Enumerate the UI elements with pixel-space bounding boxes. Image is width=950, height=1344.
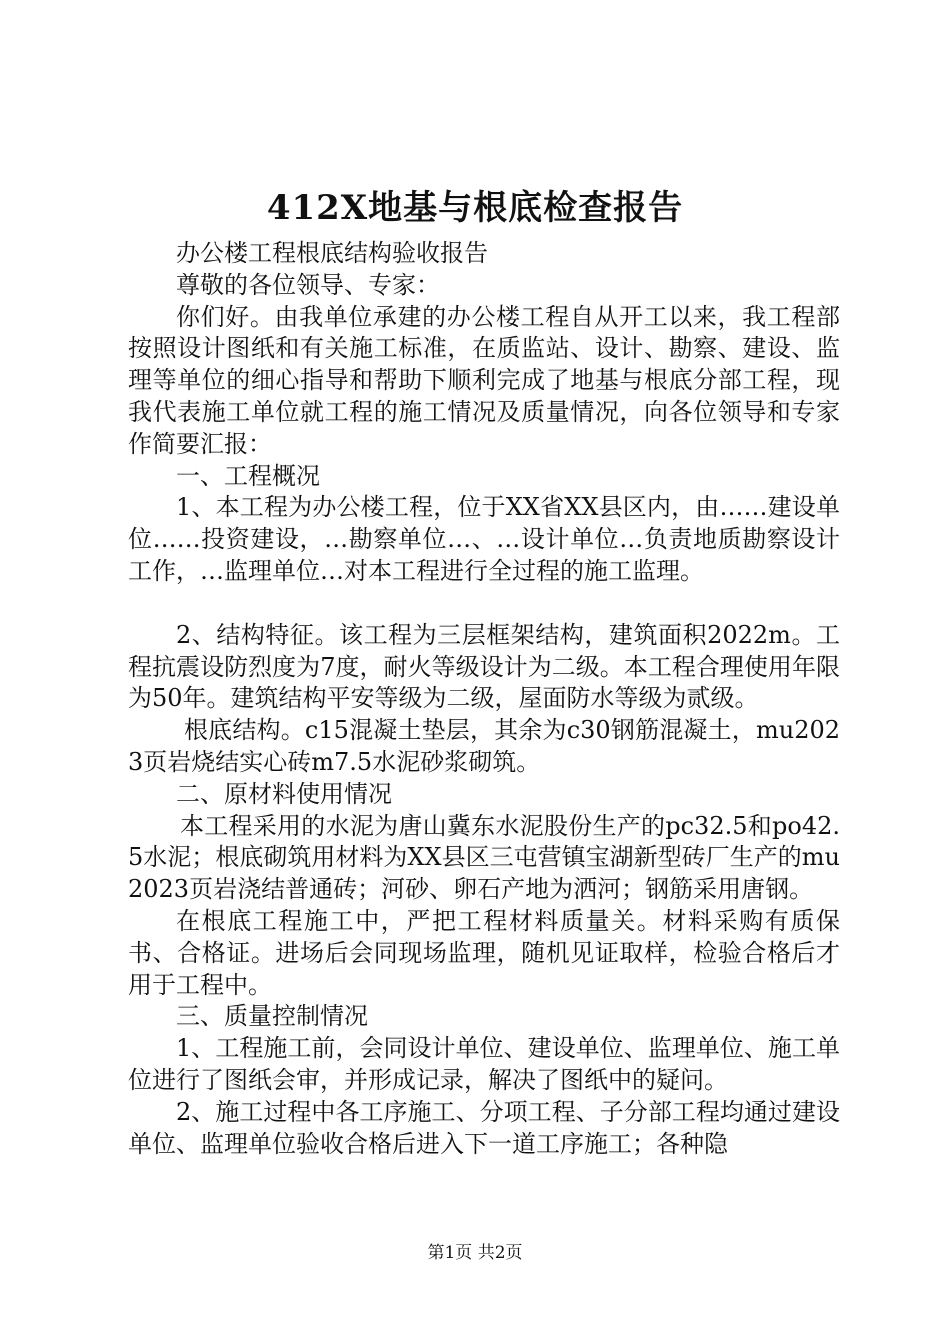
section-heading-quality: 三、质量控制情况 xyxy=(176,1002,368,1031)
paragraph-materials-2: 在根底工程施工中，严把工程材料质量关。材料采购有质保书、合格证。进场后会同现场监理，随机见证取样，检验合格后才用于工程中。 xyxy=(128,906,840,999)
paragraph-foundation: 根底结构。c15混凝土垫层，其余为c30钢筋混凝土，mu2023页岩烧结实心砖m7.5水泥砂浆砌筑。 xyxy=(128,716,840,776)
paragraph-quality-2: 2、施工过程中各工序施工、分项工程、子分部工程均通过建设单位、监理单位验收合格后进入下一道工序施工；各种隐 xyxy=(128,1097,840,1158)
paragraph-materials-1: 本工程采用的水泥为唐山冀东水泥股份生产的pc32.5和po42.5水泥；根底砌筑用材料为XX县区三屯营镇宝湖新型砖厂生产的mu2023页岩浇结普通砖；河砂、卵石产地为洒河；钢筋采用唐钢。 xyxy=(128,811,840,904)
section-heading-materials: 二、原材料使用情况 xyxy=(176,779,392,808)
paragraph-subtitle: 办公楼工程根底结构验收报告 xyxy=(176,239,488,267)
paragraph-structure: 2、结构特征。该工程为三层框架结构，建筑面积2022m。工程抗震设防烈度为7度，耐火等级设计为二级。本工程合理使用年限为50年。建筑结构平安等级为二级，屋面防水等级为贰级。 xyxy=(128,620,840,713)
blank-line xyxy=(128,588,840,620)
paragraph-salutation: 尊敬的各位领导、专家： xyxy=(176,270,440,299)
document-body xyxy=(128,238,840,1160)
document-title: 412X地基与根底检查报告 xyxy=(266,188,684,228)
section-heading-overview: 一、工程概况 xyxy=(176,461,320,490)
paragraph-intro: 你们好。由我单位承建的办公楼工程自从开工以来，我工程部按照设计图纸和有关施工标准，在质监站、设计、勘察、建设、监理等单位的细心指导和帮助下顺利完成了地基与根底分部工程，现我代表施工单位就工程的施工情况及质量情况，向各位领导和专家作简要汇报： xyxy=(128,302,840,458)
paragraph-overview-1: 1、本工程为办公楼工程，位于XX省XX县区内，由……建设单位……投资建设，…勘察单位…、…设计单位…负责地质勘察设计工作，…监理单位…对本工程进行全过程的施工监理。 xyxy=(128,493,840,585)
page-number-footer: 第1页 共2页 xyxy=(427,1243,523,1263)
paragraph-quality-1: 1、工程施工前，会同设计单位、建设单位、监理单位、施工单位进行了图纸会审，并形成记录，解决了图纸中的疑问。 xyxy=(128,1034,840,1094)
